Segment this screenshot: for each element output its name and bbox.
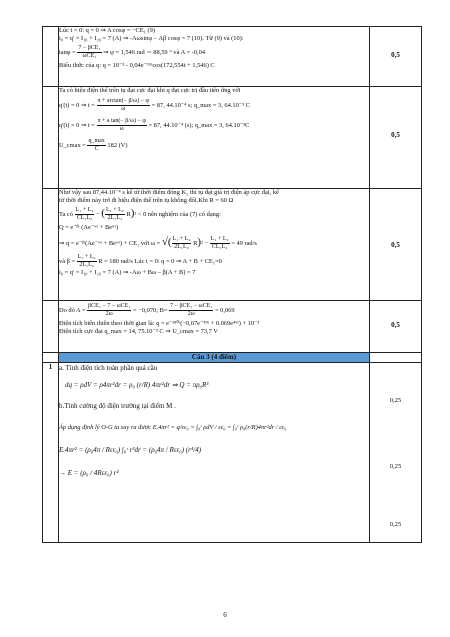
answer-table xyxy=(42,26,422,543)
score: 0,5 xyxy=(391,321,400,329)
table-row xyxy=(43,27,422,87)
page-number: 6 xyxy=(223,611,227,619)
score: 0,25 xyxy=(389,397,402,404)
table-row xyxy=(43,301,422,353)
score: 0,25 xyxy=(389,521,402,528)
score: 0,5 xyxy=(391,131,400,139)
solution-step-1: Lúc t = 0: q = 0 ⇒ A cosφ = −CE₁ (9) i₀ = q' = I₁₀ + I₂₀ = 7 (A) ⇒ -Aωsinφ – Aβ cosφ = 7 (10). Từ (9) và (10): tanφ = $\frac{\text{7 − βCE₁}}{\text{ωCE₁}}$ ⇒ φ = 1,546 rad ∼ 88,59 ° và A = -0,04 Biểu thức của q: q = 10⁻³ - 0,04e⁻¹⁵ᵗcos(172,554t + 1,546) C xyxy=(59,27,370,87)
solution-step-4: Do đó A = $\frac{\text{βCE₁ − 7 − ωCE₁}}{2\omega}$ = −0,070; B= $\frac{\text{7 − βCE₁ − ωCE₁}}{2\omega}$ = 0,069 Điện tích biến thiên theo thời gian là: q = e⁻¹⁸⁰ᵗ(−0,07e⁻⁴⁹ᵗ + 0.069e⁴⁹ᵗ) + 10⁻³ Điện tích cực đại q_max = 14, 75.10⁻³ C ⇒ U_cmax = 73,7 V xyxy=(59,301,370,353)
table-row xyxy=(43,189,422,301)
question-1-solution: a. Tính điện tích toàn phần quả cầu dq = ρdV = ρ4πr²dr = ρ₀ (r/R) 4πr²dr ⇒ Q = πρ₀R³ b.Tính cường độ điện trường tại điểm M . Áp dụng định lý O-G ta suy ra được E.4πr² = q/εε₀ = ∫₀ʳ ρdV / εε₀ = ∫₀ʳ ρ₀(r/R)4πr²dr / εε₀ E.4πr² = (ρ₀4π / Rεε₀) ∫₀ʳ r³dr = (ρ₀4π / Rεε₀) (r⁴/4) → E = (ρ₀ / 4Rεε₀) r² xyxy=(59,363,370,543)
score: 0,5 xyxy=(391,241,400,249)
question-number: 1 xyxy=(43,363,59,543)
table-row xyxy=(43,363,422,543)
score: 0,5 xyxy=(391,51,400,59)
table-row xyxy=(43,353,422,363)
table-row xyxy=(43,87,422,189)
section-header: Câu 3 (4 điểm) xyxy=(59,353,370,363)
score: 0,25 xyxy=(389,463,402,470)
fraction: $\frac{\text{7 − βCE₁}}{\text{ωCE₁}}$ xyxy=(78,45,101,60)
solution-step-2: Ta có hiệu điện thế trên tụ đạt cực đại khi q đạt cực trị đầu tiên ứng với q'(t) = 0 ⇒ t = $\frac{\pi + \arctan(- \beta/\omega) - \varphi}{\omega}$ = 87, 44.10⁻⁴ s; q_max = 3, 64.10⁻³ C q'(t) = 0 ⇒ t = $\frac{\text{π + a tan(− β/ω) − φ}}{\omega}$ = 87, 44.10⁻⁴ (s); q_max = 3, 64.10⁻³C U_cmax = $\frac{q\_\max}{C}$ 182 (V) xyxy=(59,87,370,189)
solution-step-3: Như vậy sau 87,44.10⁻⁴ s kể từ thời điểm đóng K₂ thì tụ đạt giá trị điện áp cực đại, kể từ thời điểm này trở đi hiệu điện thế trên tụ không đổi.Khi R = 60 Ω Ta có $\frac{\text{L₁ + L₂}}{\text{CL₁L₂}}$ − ( $\frac{\text{L₁ + L₂}}{\text{2L₁L₂}}$ R)² < 0 nên nghiệm của (7) có dạng: Q = e⁻ᵝᵗ (Ae⁻ʷᵗ + Beʷᵗ) ⇒ q = e⁻ᵝᵗ(Ae⁻ʷᵗ + Beʷᵗ) + CE₁ với ω = √( $\frac{\text{L₁ + L₂}}{\text{2L₁L₂}}$ R)² − $\frac{\text{L₁ + L₂}}{\text{CL₁L₂}}$ = 49 rad/s và β = $\frac{\text{L₁ + L₂}}{\text{2L₁L₂}}$ R = 180 rad/s Lúc t = 0: q = 0 ⇒ A + B + CE₁=0 i₀ = q' = I₁₀ + I₂₀ = 7 (A) ⇒ -Aω + Bω – β(A + B) = 7 xyxy=(59,189,370,301)
